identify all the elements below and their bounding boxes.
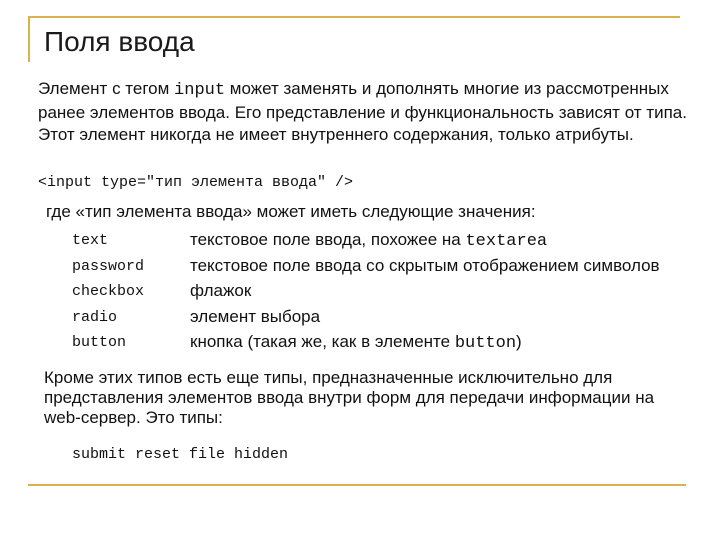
- type-name: checkbox: [72, 283, 145, 300]
- type-desc-text: элемент выбора: [190, 306, 321, 326]
- top-rule: [28, 16, 680, 18]
- type-desc-code: textarea: [465, 232, 548, 251]
- type-name: button: [72, 334, 127, 351]
- type-desc: [190, 230, 547, 251]
- type-desc-text: текстовое поле ввода, похожее на: [190, 230, 466, 249]
- intro-code: input: [174, 81, 226, 100]
- type-name: password: [72, 257, 145, 275]
- intro-paragraph: [38, 78, 698, 146]
- type-desc-text: текстовое поле ввода со скрытым отображением символов: [190, 255, 660, 275]
- type-desc-after: ): [516, 332, 522, 351]
- syntax-line: <input type="тип элемента ввода" />: [38, 174, 354, 191]
- intro-after: может заменять и дополнять многие из рассмотренных ранее элементов ввода. Его представление и функциональность зависят от типа. Этот элемент никогда не имеет внутреннего содержания, только атрибуты.: [38, 79, 687, 144]
- type-desc-text: флажок: [190, 281, 252, 300]
- bottom-rule: [28, 484, 686, 486]
- slide-title: Поля ввода: [44, 26, 195, 57]
- type-desc: [190, 307, 320, 328]
- type-desc: [190, 281, 251, 302]
- type-desc-code: button: [454, 334, 517, 353]
- outro-paragraph: Кроме этих типов есть еще типы, предназначенные исключительно для представления элементов ввода внутри форм для передачи информации на web-сервер. Это типы:: [44, 368, 655, 427]
- left-rule: [28, 16, 30, 62]
- type-desc-text: кнопка (такая же, как в элементе: [190, 332, 455, 351]
- where-text: где «тип элемента ввода» может иметь следующие значения:: [46, 202, 536, 221]
- type-name: text: [72, 232, 109, 249]
- type-desc: [190, 332, 522, 353]
- intro-before: Элемент с тегом: [38, 79, 175, 98]
- type-name: radio: [72, 308, 118, 326]
- tail-types: submit reset file hidden: [72, 446, 289, 463]
- type-desc: [190, 256, 660, 277]
